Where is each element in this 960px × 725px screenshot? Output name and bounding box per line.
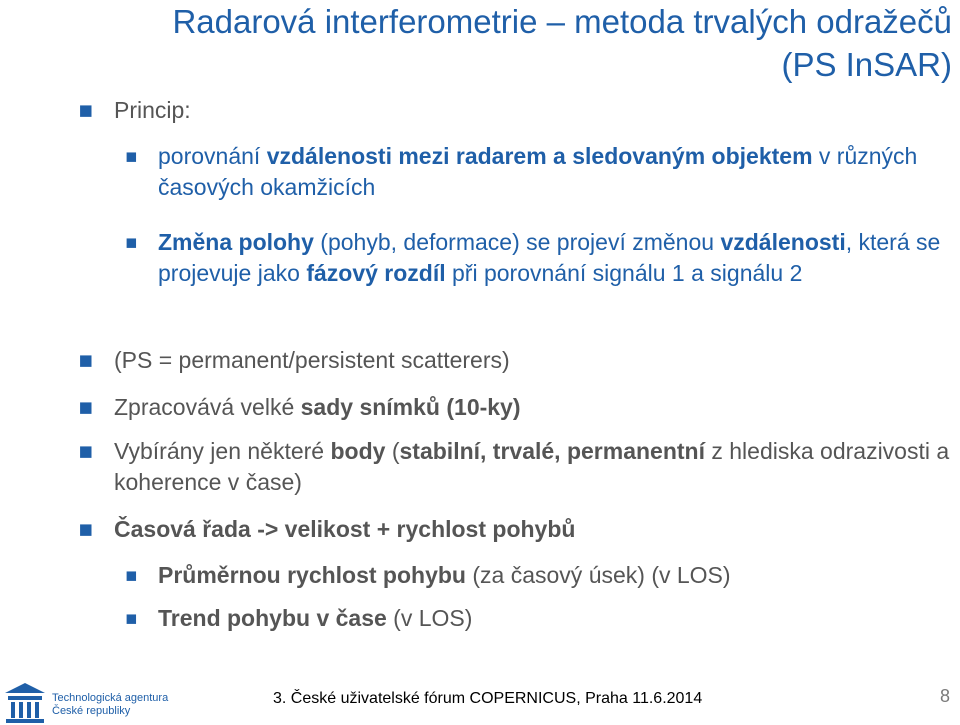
sub2-post: při porovnání signálu 1 a signálu 2 <box>445 260 803 286</box>
timeseries-line: Časová řada -> velikost + rychlost pohybů <box>114 516 576 542</box>
ts-sub2-bold: Trend pohybu v čase <box>158 605 387 631</box>
sub-bullet-square: ▪ <box>125 231 138 253</box>
bullet-square: ▪ <box>78 97 94 123</box>
sub-bullet-square: ▪ <box>125 145 138 167</box>
processing-pre: Zpracovává velké <box>114 394 301 420</box>
tacr-logo-icon <box>0 683 50 725</box>
processing-bold: sady snímků (10-ky) <box>300 394 521 420</box>
processing-line <box>114 392 954 423</box>
selection-line <box>114 436 954 498</box>
logo-line1: Technologická agentura <box>52 692 169 704</box>
selection-bold2: stabilní, trvalé, permanentní <box>399 438 705 464</box>
sub2-bold1: Změna polohy <box>158 229 314 255</box>
footer-event: 3. České uživatelské fórum COPERNICUS, Praha 11.6.2014 <box>273 690 703 707</box>
principle-sub2 <box>158 227 948 289</box>
page-number: 8 <box>939 686 950 706</box>
principle-label: Princip: <box>114 97 191 123</box>
slide-title: Radarová interferometrie – metoda trvalých odražečů (PS InSAR) <box>172 3 952 83</box>
selection-bold1: body <box>330 438 386 464</box>
bullet-square: ▪ <box>78 394 94 420</box>
sub2-bold3: fázový rozdíl <box>306 260 446 286</box>
ts-sub2-post: (v LOS) <box>386 605 473 631</box>
timeseries-sub1 <box>158 560 948 591</box>
bullet-square: ▪ <box>78 516 94 542</box>
sub-bullet-square: ▪ <box>125 564 138 586</box>
ps-definition: (PS = permanent/persistent scatterers) <box>114 347 510 373</box>
sub1-post: v různých časových okamžicích <box>158 143 918 200</box>
sub2-bold2: vzdálenosti <box>720 229 846 255</box>
sub-bullet-square: ▪ <box>125 607 138 629</box>
sub2-mid1: (pohyb, deformace) se projeví změnou <box>313 229 721 255</box>
bullet-square: ▪ <box>78 347 94 373</box>
sub2-mid2: , která se projevuje jako <box>158 229 941 286</box>
ts-sub1-post: (za časový úsek) (v LOS) <box>465 562 731 588</box>
selection-mid: ( <box>385 438 400 464</box>
principle-sub1 <box>158 141 948 203</box>
logo-line2: České republiky <box>52 705 131 717</box>
selection-pre: Vybírány jen některé <box>114 438 331 464</box>
ts-sub1-bold: Průměrnou rychlost pohybu <box>158 562 466 588</box>
timeseries-sub2 <box>158 603 948 634</box>
tacr-logo-text <box>52 692 168 718</box>
sub1-pre: porovnání <box>158 143 267 169</box>
sub1-bold: vzdálenosti mezi radarem a sledovaným objektem <box>266 143 813 169</box>
bullet-square: ▪ <box>78 438 94 464</box>
selection-post: z hlediska odrazivosti a koherence v čase) <box>114 438 950 495</box>
